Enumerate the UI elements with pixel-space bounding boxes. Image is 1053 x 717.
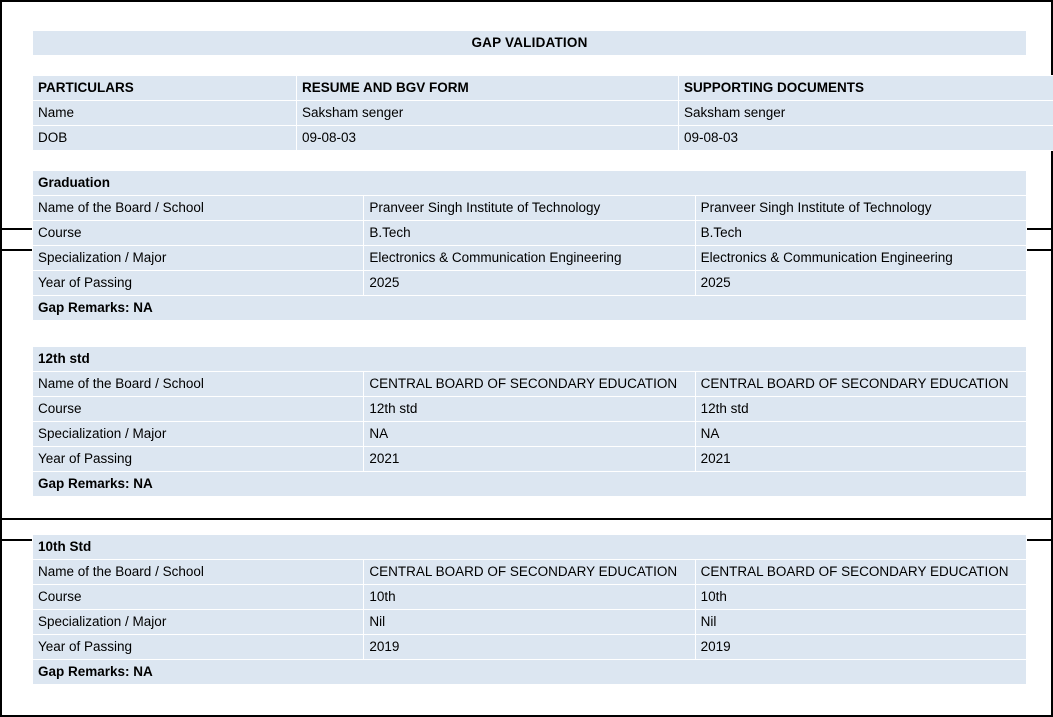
row-label: DOB	[33, 126, 297, 151]
title-row	[33, 31, 1027, 56]
row-label: Course	[33, 397, 364, 422]
row-resume-value: Nil	[364, 610, 695, 635]
row-label: Year of Passing	[33, 635, 364, 660]
spacer	[32, 497, 1027, 534]
row-resume-value: 12th std	[364, 397, 695, 422]
row-supporting-value: NA	[695, 422, 1026, 447]
row-label: Name of the Board / School	[33, 560, 364, 585]
row-label: Course	[33, 221, 364, 246]
section-heading: 12th std	[33, 347, 1027, 372]
column-header-supporting: SUPPORTING DOCUMENTS	[679, 76, 1053, 101]
column-header-resume: RESUME AND BGV FORM	[297, 76, 679, 101]
row-label: Specialization / Major	[33, 610, 364, 635]
spacer	[32, 151, 1027, 170]
row-resume-value: Electronics & Communication Engineering	[364, 246, 695, 271]
row-resume-value: 10th	[364, 585, 695, 610]
row-supporting-value: Pranveer Singh Institute of Technology	[695, 196, 1026, 221]
row-resume-value: 09-08-03	[297, 126, 679, 151]
row-supporting-value: Nil	[695, 610, 1026, 635]
gap-remarks: Gap Remarks: NA	[33, 660, 1027, 685]
particulars-table	[32, 75, 1053, 151]
section-heading: 10th Std	[33, 535, 1027, 560]
table-row	[33, 126, 1053, 151]
section-heading-row	[33, 347, 1027, 372]
row-supporting-value: 10th	[695, 585, 1026, 610]
row-resume-value: Pranveer Singh Institute of Technology	[364, 196, 695, 221]
row-supporting-value: 09-08-03	[679, 126, 1053, 151]
row-label: Year of Passing	[33, 271, 364, 296]
table-row	[33, 585, 1027, 610]
section-table-12th	[32, 346, 1027, 497]
row-supporting-value: Saksham senger	[679, 101, 1053, 126]
table-row	[33, 422, 1027, 447]
row-resume-value: 2019	[364, 635, 695, 660]
spacer	[32, 56, 1027, 75]
row-label: Name of the Board / School	[33, 196, 364, 221]
row-label: Name of the Board / School	[33, 372, 364, 397]
row-supporting-value: CENTRAL BOARD OF SECONDARY EDUCATION	[695, 560, 1026, 585]
section-remarks-row	[33, 660, 1027, 685]
row-supporting-value: 2019	[695, 635, 1026, 660]
table-row	[33, 610, 1027, 635]
column-header-particulars: PARTICULARS	[33, 76, 297, 101]
table-row	[33, 560, 1027, 585]
section-heading: Graduation	[33, 171, 1027, 196]
row-supporting-value: CENTRAL BOARD OF SECONDARY EDUCATION	[695, 372, 1026, 397]
row-supporting-value: Electronics & Communication Engineering	[695, 246, 1026, 271]
row-supporting-value: B.Tech	[695, 221, 1026, 246]
section-remarks-row	[33, 472, 1027, 497]
section-table-graduation	[32, 170, 1027, 321]
table-row	[33, 635, 1027, 660]
table-row	[33, 101, 1053, 126]
row-resume-value: CENTRAL BOARD OF SECONDARY EDUCATION	[364, 560, 695, 585]
table-header-row	[33, 76, 1053, 101]
row-resume-value: NA	[364, 422, 695, 447]
row-label: Course	[33, 585, 364, 610]
row-supporting-value: 2025	[695, 271, 1026, 296]
row-label: Specialization / Major	[33, 422, 364, 447]
row-resume-value: Saksham senger	[297, 101, 679, 126]
table-row	[33, 271, 1027, 296]
row-resume-value: 2025	[364, 271, 695, 296]
section-heading-row	[33, 535, 1027, 560]
section-table-10th	[32, 534, 1027, 685]
table-row	[33, 221, 1027, 246]
table-row	[33, 372, 1027, 397]
title-table	[32, 30, 1027, 56]
row-label: Specialization / Major	[33, 246, 364, 271]
table-row	[33, 447, 1027, 472]
row-resume-value: CENTRAL BOARD OF SECONDARY EDUCATION	[364, 372, 695, 397]
page-title: GAP VALIDATION	[33, 31, 1027, 56]
table-row	[33, 246, 1027, 271]
row-supporting-value: 2021	[695, 447, 1026, 472]
document-content	[32, 30, 1027, 685]
row-resume-value: B.Tech	[364, 221, 695, 246]
row-label: Name	[33, 101, 297, 126]
row-label: Year of Passing	[33, 447, 364, 472]
table-row	[33, 397, 1027, 422]
row-supporting-value: 12th std	[695, 397, 1026, 422]
section-heading-row	[33, 171, 1027, 196]
gap-remarks: Gap Remarks: NA	[33, 296, 1027, 321]
row-resume-value: 2021	[364, 447, 695, 472]
table-row	[33, 196, 1027, 221]
section-remarks-row	[33, 296, 1027, 321]
gap-remarks: Gap Remarks: NA	[33, 472, 1027, 497]
spacer	[32, 321, 1027, 346]
